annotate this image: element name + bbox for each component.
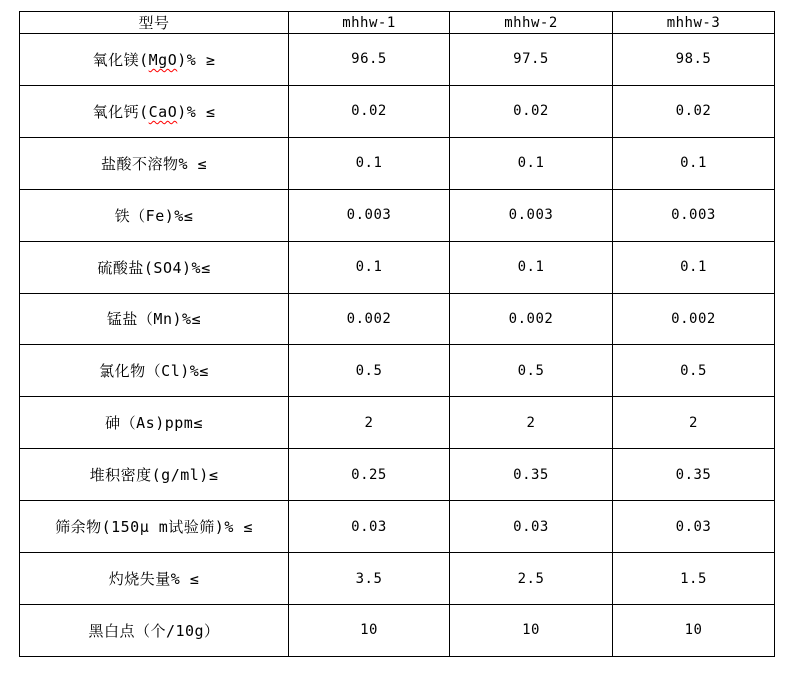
row-label-cell (20, 34, 289, 86)
value-cell: 0.002 (289, 293, 450, 345)
header-cell-mhhw-3: mhhw-3 (613, 12, 775, 34)
table-row (20, 397, 775, 449)
value-cell: 10 (613, 604, 775, 656)
row-label-cell (20, 137, 289, 189)
table-row (20, 34, 775, 86)
value-cell: 0.35 (613, 449, 775, 501)
value-cell: 0.03 (613, 501, 775, 553)
value-cell: 0.1 (289, 241, 450, 293)
value-cell: 0.1 (450, 241, 613, 293)
value-cell: 0.02 (613, 85, 775, 137)
spellcheck-underlined-text: CaO (148, 102, 178, 121)
value-cell: 1.5 (613, 553, 775, 605)
spellcheck-underlined-text: MgO (148, 50, 178, 69)
row-label-cell (20, 397, 289, 449)
value-cell: 0.02 (450, 85, 613, 137)
value-cell: 97.5 (450, 34, 613, 86)
row-label-cell (20, 501, 289, 553)
value-cell: 0.1 (613, 137, 775, 189)
header-cell-mhhw-1: mhhw-1 (289, 12, 450, 34)
value-cell: 96.5 (289, 34, 450, 86)
value-cell: 0.1 (289, 137, 450, 189)
row-label-cell (20, 449, 289, 501)
value-cell: 10 (450, 604, 613, 656)
header-row (20, 12, 775, 34)
row-label-text: 盐酸不溶物% ≤ (100, 154, 208, 173)
row-label-cell (20, 241, 289, 293)
row-label-text: 灼烧失量% ≤ (108, 570, 200, 589)
row-label-text: 氧化钙( (92, 102, 149, 121)
value-cell: 10 (289, 604, 450, 656)
value-cell: 2 (450, 397, 613, 449)
table-row (20, 293, 775, 345)
value-cell: 0.5 (450, 345, 613, 397)
value-cell: 0.1 (613, 241, 775, 293)
row-label-text: )% ≤ (177, 102, 216, 121)
header-cell-mhhw-2: mhhw-2 (450, 12, 613, 34)
row-label-text: )% ≥ (177, 50, 216, 69)
value-cell: 0.003 (613, 189, 775, 241)
value-cell: 2.5 (450, 553, 613, 605)
table-row (20, 345, 775, 397)
table-row (20, 137, 775, 189)
row-label-cell (20, 189, 289, 241)
value-cell: 98.5 (613, 34, 775, 86)
row-label-cell (20, 604, 289, 656)
header-cell-model-label: 型号 (20, 12, 289, 34)
value-cell: 0.02 (289, 85, 450, 137)
value-cell: 3.5 (289, 553, 450, 605)
row-label-text: 硫酸盐(SO4)%≤ (97, 258, 211, 277)
value-cell: 2 (613, 397, 775, 449)
row-label-text: 黑白点（个/10g） (88, 621, 220, 640)
value-cell: 0.003 (289, 189, 450, 241)
value-cell: 0.002 (450, 293, 613, 345)
row-label-cell (20, 345, 289, 397)
table-row (20, 449, 775, 501)
row-label-cell (20, 293, 289, 345)
value-cell: 0.002 (613, 293, 775, 345)
row-label-text: 筛余物(150μ m试验筛)% ≤ (55, 518, 253, 537)
row-label-cell (20, 85, 289, 137)
value-cell: 0.1 (450, 137, 613, 189)
value-cell: 0.5 (613, 345, 775, 397)
value-cell: 0.5 (289, 345, 450, 397)
value-cell: 0.35 (450, 449, 613, 501)
value-cell: 2 (289, 397, 450, 449)
product-spec-table (19, 11, 775, 657)
value-cell: 0.03 (289, 501, 450, 553)
row-label-text: 铁（Fe)%≤ (114, 206, 194, 225)
row-label-cell (20, 553, 289, 605)
table-row (20, 85, 775, 137)
table-row (20, 604, 775, 656)
value-cell: 0.03 (450, 501, 613, 553)
row-label-text: 砷（As)ppm≤ (105, 414, 203, 433)
row-label-text: 锰盐（Mn)%≤ (106, 310, 202, 329)
row-label-text: 氯化物（Cl)%≤ (99, 362, 209, 381)
table-row (20, 501, 775, 553)
table-body (20, 34, 775, 657)
row-label-text: 堆积密度(g/ml)≤ (89, 466, 219, 485)
table-row (20, 553, 775, 605)
row-label-text: 氧化镁( (92, 50, 149, 69)
table-row (20, 241, 775, 293)
table-row (20, 189, 775, 241)
value-cell: 0.25 (289, 449, 450, 501)
value-cell: 0.003 (450, 189, 613, 241)
